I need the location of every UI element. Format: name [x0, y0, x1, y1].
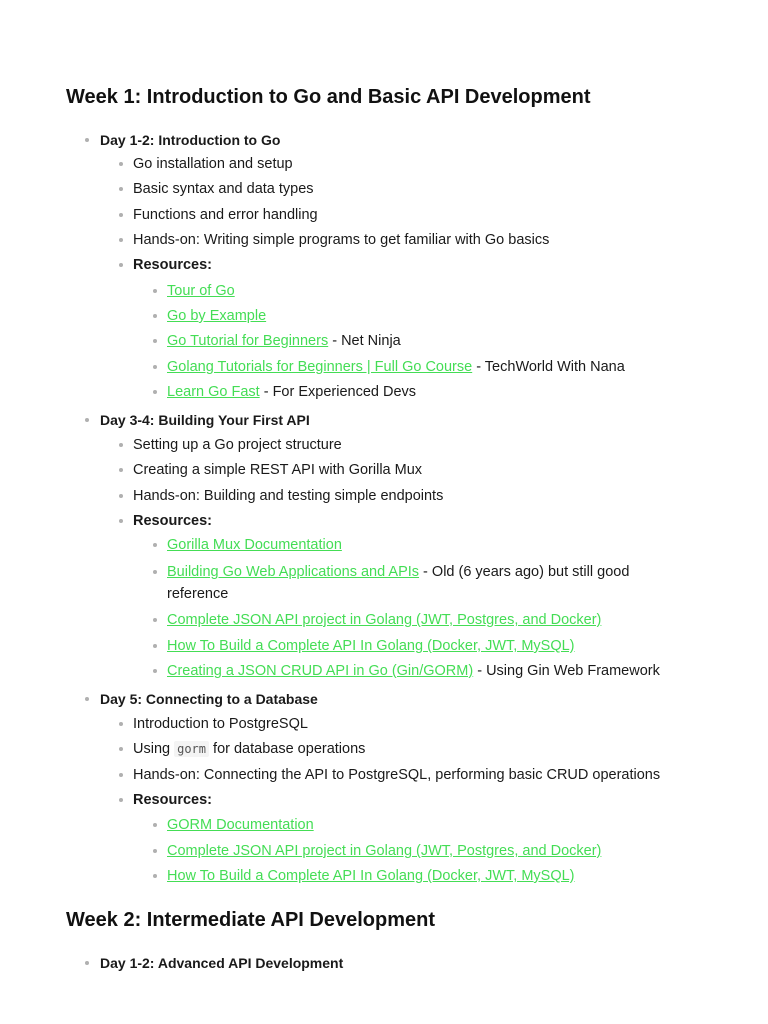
text: Day 1-2: Advanced API Development [100, 955, 344, 971]
resource-link[interactable]: How To Build a Complete API In Golang (Docker, JWT, MySQL) [167, 638, 575, 654]
text: Hands-on: Connecting the API to PostgreSQL, performing basic CRUD operations [133, 767, 661, 783]
list-item [133, 206, 318, 224]
resource-item [167, 816, 314, 834]
week1-heading: Week 1: Introduction to Go and Basic API Development [66, 86, 591, 108]
text: - Using Gin Web Framework [473, 663, 660, 679]
text: Hands-on: Writing simple programs to get familiar with Go basics [133, 232, 550, 248]
bullet [85, 697, 89, 701]
resource-link[interactable]: Complete JSON API project in Golang (JWT, Postgres, and Docker) [167, 612, 602, 628]
bullet [119, 494, 123, 498]
text: Hands-on: Building and testing simple endpoints [133, 488, 444, 504]
list-item [133, 461, 422, 479]
list-item [133, 487, 443, 505]
text: - Net Ninja [328, 333, 401, 349]
resource-item [167, 662, 660, 680]
bullet [119, 519, 123, 523]
text: Functions and error handling [133, 207, 318, 223]
resource-item [167, 383, 416, 401]
bullet [153, 543, 157, 547]
text: Day 3-4: Building Your First API [100, 412, 310, 428]
list-item [133, 766, 660, 784]
text: Basic syntax and data types [133, 181, 314, 197]
list-item [133, 231, 549, 249]
bullet [119, 162, 123, 166]
bullet [153, 365, 157, 369]
inline-code: gorm [174, 741, 209, 757]
bullet [153, 644, 157, 648]
resource-link[interactable]: Go by Example [167, 308, 267, 324]
resource-link[interactable]: GORM Documentation [167, 817, 314, 833]
text: Using [133, 741, 175, 757]
resource-item [167, 282, 235, 300]
text: Creating a simple REST API with Gorilla Mux [133, 462, 423, 478]
list-item [133, 180, 314, 198]
bullet [119, 773, 123, 777]
bullet [153, 823, 157, 827]
resource-item [167, 307, 266, 325]
resource-item [167, 842, 601, 860]
bullet [153, 874, 157, 878]
resource-link[interactable]: How To Build a Complete API In Golang (Docker, JWT, MySQL) [167, 868, 575, 884]
resource-link[interactable]: Creating a JSON CRUD API in Go (Gin/GORM) [167, 663, 474, 679]
text: for database operations [209, 741, 366, 757]
text: - Old (6 years ago) but still good [419, 564, 630, 580]
resource-link[interactable]: Building Go Web Applications and APIs [167, 564, 420, 580]
bullet [153, 618, 157, 622]
week2-heading: Week 2: Intermediate API Development [66, 909, 436, 931]
bullet [119, 187, 123, 191]
resource-item [167, 563, 629, 581]
week2-day12-heading [100, 954, 343, 972]
resource-link[interactable]: Golang Tutorials for Beginners | Full Go Course [167, 359, 473, 375]
text: Resources: [133, 792, 212, 808]
day12-heading [100, 131, 280, 149]
bullet [119, 798, 123, 802]
bullet [153, 314, 157, 318]
bullet [153, 339, 157, 343]
resources-label [133, 512, 212, 530]
bullet [153, 849, 157, 853]
bullet [119, 468, 123, 472]
resource-item [167, 867, 575, 885]
resource-link[interactable]: Learn Go Fast [167, 384, 260, 400]
resource-item [167, 637, 575, 655]
list-item [133, 155, 293, 173]
text: Day 5: Connecting to a Database [100, 691, 318, 707]
resources-label [133, 256, 212, 274]
text: Resources: [133, 513, 212, 529]
resource-item [167, 536, 342, 554]
text: Go installation and setup [133, 156, 293, 172]
bullet [119, 238, 123, 242]
bullet [119, 263, 123, 267]
bullet [119, 722, 123, 726]
resources-label [133, 791, 212, 809]
resource-item [167, 358, 625, 376]
bullet [153, 570, 157, 574]
bullet [153, 390, 157, 394]
text: Resources: [133, 257, 212, 273]
bullet [153, 669, 157, 673]
day5-heading [100, 690, 318, 708]
bullet [85, 138, 89, 142]
list-item [133, 740, 365, 758]
resource-item-continuation: reference [167, 586, 229, 602]
resource-item [167, 611, 601, 629]
bullet [119, 443, 123, 447]
list-item [133, 715, 308, 733]
text: Introduction to PostgreSQL [133, 716, 308, 732]
bullet [119, 213, 123, 217]
resource-link[interactable]: Tour of Go [167, 283, 235, 299]
day34-heading [100, 411, 310, 429]
list-item [133, 436, 342, 454]
text: - TechWorld With Nana [472, 359, 625, 375]
text: - For Experienced Devs [259, 384, 417, 400]
text: Setting up a Go project structure [133, 437, 342, 453]
bullet [119, 747, 123, 751]
bullet [85, 961, 89, 965]
text: Day 1-2: Introduction to Go [100, 132, 281, 148]
resource-link[interactable]: Complete JSON API project in Golang (JWT, Postgres, and Docker) [167, 843, 602, 859]
resource-link[interactable]: Gorilla Mux Documentation [167, 537, 342, 553]
resource-item [167, 332, 401, 350]
bullet [85, 418, 89, 422]
resource-link[interactable]: Go Tutorial for Beginners [167, 333, 329, 349]
bullet [153, 289, 157, 293]
